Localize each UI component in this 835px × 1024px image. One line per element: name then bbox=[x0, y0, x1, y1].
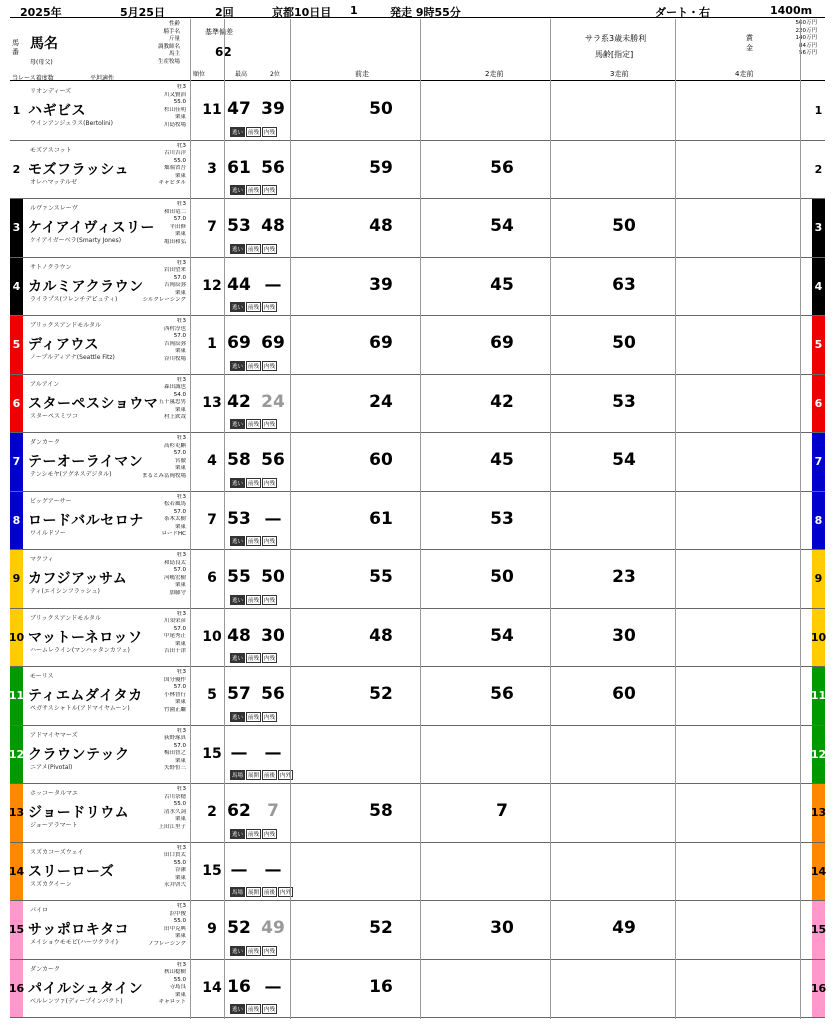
dam: ハームレライン(マンハッタンカフェ) bbox=[30, 646, 130, 654]
second-score: 24 bbox=[261, 391, 285, 412]
horse-info: 牡3 和田竜二 57.0 平田修 栗東 亀田和弘 bbox=[163, 201, 186, 245]
sub-header bbox=[10, 19, 825, 81]
tag: 前残 bbox=[246, 946, 261, 956]
horse-name[interactable]: サッポロキタコ bbox=[28, 922, 130, 938]
last2-score: 69 bbox=[490, 333, 514, 353]
grid-line bbox=[190, 19, 191, 1019]
tag: 逃い bbox=[230, 244, 245, 254]
dam: ジョーアラマート bbox=[30, 822, 78, 829]
dam: ベルレンツァ(ディープインパクト) bbox=[30, 997, 123, 1005]
race-class: サラ系3歳未勝利 bbox=[585, 34, 647, 43]
tag: 前残 bbox=[246, 361, 261, 371]
col-rank: 順位 bbox=[193, 71, 206, 78]
best-score: 48 bbox=[227, 625, 251, 646]
horse-row bbox=[10, 316, 825, 375]
sire: モズアスコット bbox=[30, 146, 72, 154]
tag-group bbox=[230, 770, 293, 780]
grid-line bbox=[800, 19, 801, 1019]
last-score: 48 bbox=[369, 625, 393, 646]
std-value: 62 bbox=[215, 45, 232, 59]
prize-list: 560万円 220万円 140万円 84万円 56万円 bbox=[795, 20, 817, 56]
best-score: 61 bbox=[227, 157, 251, 178]
last3-score: 54 bbox=[612, 450, 636, 470]
race-type: 馬齢[指定] bbox=[595, 50, 634, 59]
race-no: 1 bbox=[350, 4, 358, 17]
tag-group bbox=[230, 595, 277, 605]
sire: ビッグアーサー bbox=[30, 497, 72, 505]
horse-info: 牡3 高杉吏麒 57.0 宮徹 栗東 まるとみ冨岡牧場 bbox=[141, 435, 186, 479]
horse-row bbox=[10, 901, 825, 960]
grid-line bbox=[224, 19, 225, 1019]
dam: ワイルドソー bbox=[30, 529, 66, 537]
last-score: 50 bbox=[369, 99, 393, 119]
tag: 前残 bbox=[246, 127, 261, 137]
tag-group bbox=[230, 478, 277, 488]
gate-number-left: 2 bbox=[10, 141, 23, 199]
best-score: 53 bbox=[227, 216, 251, 236]
horse-info: 牡3 和島良太 57.0 河嶋宏樹 栗東 加藤守 bbox=[163, 552, 186, 596]
second-score: 30 bbox=[261, 625, 285, 646]
best-score: 62 bbox=[227, 801, 251, 821]
sire: アドマイヤマーズ bbox=[30, 731, 78, 739]
tag-group bbox=[230, 712, 277, 722]
best-score: 53 bbox=[227, 508, 251, 529]
horse-info: 牡3 国分優作 57.0 小林智行 栗東 竹園正繼 bbox=[163, 669, 186, 713]
horse-info: 牡3 川須栄彦 57.0 中尾秀正 栗東 吉田千津 bbox=[163, 610, 186, 655]
horse-name[interactable]: マットーネロッソ bbox=[28, 629, 143, 646]
tag: 前残 bbox=[246, 653, 261, 663]
rank: 2 bbox=[207, 804, 217, 820]
tag-group bbox=[230, 829, 277, 839]
horse-row bbox=[10, 258, 825, 317]
horse-name[interactable]: スターペスショウマ bbox=[28, 395, 159, 412]
sire: アルアイン bbox=[30, 380, 60, 388]
tag: 前残 bbox=[246, 536, 261, 546]
horse-row bbox=[10, 82, 825, 141]
tag-group bbox=[230, 1004, 277, 1014]
last2-score: 7 bbox=[496, 801, 508, 821]
tag: 前残 bbox=[246, 1004, 261, 1014]
horse-name[interactable]: ロードバルセロナ bbox=[28, 512, 144, 529]
second-score: 39 bbox=[261, 99, 285, 119]
sire: パイロ bbox=[30, 907, 49, 914]
rank: 15 bbox=[202, 745, 222, 762]
rank: 13 bbox=[202, 394, 222, 411]
rank: 7 bbox=[207, 511, 217, 528]
tag: 内外 bbox=[278, 887, 293, 897]
venue: 京都10日目 bbox=[272, 6, 332, 19]
tag: 内残 bbox=[262, 127, 277, 137]
tag: 内残 bbox=[262, 244, 277, 254]
date: 5月25日 bbox=[120, 6, 165, 19]
name-label: 馬名 bbox=[30, 36, 58, 52]
gate-number-right: 2 bbox=[812, 141, 825, 199]
horse-name[interactable]: スリーローズ bbox=[28, 863, 115, 880]
col-last: 前走 bbox=[355, 70, 369, 78]
horse-info: 牡3 古川奈穂 55.0 清水久詞 栗東 上田江里子 bbox=[158, 786, 186, 830]
second-score: — bbox=[264, 742, 282, 763]
dam: ティ(エイシンフラッシュ) bbox=[30, 588, 100, 595]
second-score: — bbox=[264, 274, 282, 295]
year: 2025年 bbox=[20, 6, 62, 19]
horse-info: 牡3 森田誠也 54.0 五十嵐忠男 栗東 村上欽哉 bbox=[158, 376, 186, 421]
best-score: 58 bbox=[227, 450, 251, 470]
sire: サトノクラウン bbox=[30, 263, 72, 271]
sire: ルヴァンスレーヴ bbox=[30, 205, 78, 212]
tag: 逃い bbox=[230, 712, 245, 722]
best-score: 55 bbox=[227, 567, 251, 587]
horse-name[interactable]: ハギビス bbox=[28, 103, 86, 119]
horse-row bbox=[10, 141, 825, 200]
best-score: 52 bbox=[227, 918, 251, 938]
tag: 内残 bbox=[262, 536, 277, 546]
last2-score: 45 bbox=[490, 450, 514, 470]
horse-row bbox=[10, 375, 825, 434]
dam: スターペスミツコ bbox=[30, 412, 78, 420]
gate-number-right: 8 bbox=[812, 492, 825, 550]
tag: 内残 bbox=[262, 595, 277, 605]
gate-number-right: 5 bbox=[812, 316, 825, 374]
tag: 逃い bbox=[230, 419, 245, 429]
tag-group bbox=[230, 536, 277, 546]
gate-number-right: 16 bbox=[812, 960, 825, 1018]
horse-info: 牡3 田口貫太 55.0 谷潔 栗東 永井啓弍 bbox=[163, 844, 186, 889]
tag: 内残 bbox=[262, 185, 277, 195]
flat-label: 平坦適性 bbox=[90, 75, 115, 82]
horse-name[interactable]: モズフラッシュ bbox=[28, 161, 129, 178]
horse-name[interactable]: ディアウス bbox=[28, 337, 99, 353]
second-score: 56 bbox=[261, 157, 285, 178]
dam: ペガサスシャトル(アドマイヤムーン) bbox=[30, 705, 130, 712]
horse-name[interactable]: カルミアクラウン bbox=[28, 278, 144, 295]
col-second: 2位 bbox=[270, 71, 280, 78]
tag-group bbox=[230, 419, 277, 429]
gate-number-right: 4 bbox=[812, 258, 825, 316]
last-score: 52 bbox=[369, 918, 393, 938]
gate-label: 馬番 bbox=[12, 39, 19, 56]
gate-number-right: 1 bbox=[812, 82, 825, 140]
start-time: 発走 9時55分 bbox=[390, 6, 461, 19]
best-score: 57 bbox=[227, 684, 251, 704]
tag: 逃い bbox=[230, 185, 245, 195]
grid-line bbox=[420, 19, 421, 1019]
tag: 逃い bbox=[230, 361, 245, 371]
last-score: 58 bbox=[369, 801, 393, 821]
gate-number-left: 3 bbox=[10, 199, 23, 257]
horse-info: 牝3 古川吉洋 55.0 畑端省吾 栗東 キャピタル bbox=[158, 142, 186, 187]
gate-number-right: 14 bbox=[812, 843, 825, 901]
tag-group bbox=[230, 887, 293, 897]
tag-group bbox=[230, 244, 277, 254]
col-last4: 4走前 bbox=[735, 70, 754, 78]
last-score: 69 bbox=[369, 333, 393, 353]
rank: 4 bbox=[207, 453, 217, 469]
last-score: 60 bbox=[369, 450, 393, 470]
horse-name[interactable]: テーオーライマン bbox=[28, 454, 144, 470]
gate-number-left: 7 bbox=[10, 433, 23, 491]
distance: 1400m bbox=[770, 4, 813, 17]
horse-row bbox=[10, 960, 825, 1019]
tag: 前残 bbox=[246, 478, 261, 488]
horse-info: 牝3 浜中俊 55.0 田中克典 栗東 ノブレーシング bbox=[148, 903, 186, 947]
gate-number-left: 11 bbox=[10, 667, 23, 725]
horse-row bbox=[10, 784, 825, 843]
kai: 2回 bbox=[215, 6, 234, 19]
last-score: 52 bbox=[369, 684, 393, 704]
last3-score: 60 bbox=[612, 684, 636, 704]
last-score: 16 bbox=[369, 976, 393, 997]
gate-number-left: 8 bbox=[10, 492, 23, 550]
rank: 11 bbox=[202, 102, 222, 118]
last-score: 59 bbox=[369, 157, 393, 178]
tag: 内残 bbox=[262, 946, 277, 956]
best-score: — bbox=[230, 859, 248, 880]
dam: ウインアンジェラス(Bertolini) bbox=[30, 120, 113, 127]
tag: 展開 bbox=[246, 887, 261, 897]
gate-number-right: 12 bbox=[812, 726, 825, 784]
gate-number-right: 9 bbox=[812, 550, 825, 608]
sire: ホッコータルマエ bbox=[30, 790, 79, 797]
second-score: 56 bbox=[261, 684, 285, 704]
tag: 内残 bbox=[262, 829, 277, 839]
dam: テンシモヤ(アグネスデジタル) bbox=[30, 471, 112, 478]
rank: 14 bbox=[202, 979, 222, 996]
rank: 9 bbox=[207, 921, 217, 937]
horse-row bbox=[10, 726, 825, 785]
tag: 内残 bbox=[262, 302, 277, 312]
best-score: 44 bbox=[227, 274, 251, 295]
rank: 15 bbox=[202, 862, 222, 879]
best-score: 42 bbox=[227, 391, 251, 412]
tag: 馬場 bbox=[230, 887, 245, 897]
last2-score: 56 bbox=[490, 157, 514, 178]
count-label: 当レース着度数 bbox=[12, 75, 54, 82]
last-score: 61 bbox=[369, 508, 393, 529]
second-score: — bbox=[264, 508, 282, 529]
tag-group bbox=[230, 185, 277, 195]
gate-number-left: 16 bbox=[10, 960, 23, 1018]
last3-score: 63 bbox=[612, 274, 636, 295]
horse-name[interactable]: ジョードリウム bbox=[28, 805, 130, 821]
best-score: — bbox=[230, 742, 248, 763]
horse-row bbox=[10, 667, 825, 726]
last2-score: 53 bbox=[490, 508, 514, 529]
gate-number-right: 6 bbox=[812, 375, 825, 433]
horse-row bbox=[10, 843, 825, 902]
second-score: — bbox=[264, 859, 282, 880]
tag: 逃い bbox=[230, 653, 245, 663]
tag: 内残 bbox=[262, 419, 277, 429]
last-score: 39 bbox=[369, 274, 393, 295]
tag: 内残 bbox=[262, 478, 277, 488]
gate-number-left: 13 bbox=[10, 784, 23, 842]
dam: ケイアイガーベラ(Smarty Jones) bbox=[30, 237, 122, 244]
rank: 5 bbox=[207, 687, 217, 703]
last2-score: 54 bbox=[490, 216, 514, 236]
horse-name[interactable]: クラウンテック bbox=[28, 746, 130, 763]
dam: ライラプス(フレンチデピュティ) bbox=[30, 295, 118, 303]
col-best: 最高 bbox=[235, 71, 248, 78]
best-score: 47 bbox=[227, 99, 251, 119]
tag: 前後 bbox=[262, 887, 277, 897]
dam-label: 母(母父) bbox=[30, 59, 53, 66]
last3-score: 53 bbox=[612, 391, 636, 412]
dam: スズカクイーン bbox=[30, 880, 72, 888]
tag: 前残 bbox=[246, 244, 261, 254]
horse-info: 牡3 川又賢治 55.0 杉山佳明 栗東 川島牧場 bbox=[163, 84, 186, 128]
tag-group bbox=[230, 361, 277, 371]
last2-score: 54 bbox=[490, 625, 514, 646]
tag-group bbox=[230, 127, 277, 137]
gate-number-left: 10 bbox=[10, 609, 23, 667]
sire: スズカコーズウェイ bbox=[30, 848, 84, 856]
gate-number-left: 1 bbox=[10, 82, 23, 140]
rank: 10 bbox=[202, 628, 222, 645]
last2-score: 30 bbox=[490, 918, 514, 938]
gate-number-right: 10 bbox=[812, 609, 825, 667]
gate-number-right: 15 bbox=[812, 901, 825, 959]
prize-label: 賞金 bbox=[746, 34, 753, 52]
tag-group bbox=[230, 653, 277, 663]
sire: リオンディーズ bbox=[30, 88, 72, 95]
last3-score: 50 bbox=[612, 333, 636, 353]
dam: メイショウモモピ(ハーツクライ) bbox=[30, 939, 118, 946]
gate-number-right: 11 bbox=[812, 667, 825, 725]
tag: 前後 bbox=[262, 770, 277, 780]
grid-line bbox=[550, 19, 551, 1019]
tag: 逃い bbox=[230, 829, 245, 839]
col-last2: 2走前 bbox=[485, 70, 504, 78]
last2-score: 42 bbox=[490, 391, 514, 412]
std-label: 基準偏差 bbox=[205, 28, 233, 36]
dam: ニアメ(Pivotal) bbox=[30, 763, 73, 771]
sire: ブリックスアンドモルタル bbox=[30, 322, 101, 329]
horse-row bbox=[10, 492, 825, 551]
gate-number-left: 12 bbox=[10, 726, 23, 784]
second-score: 7 bbox=[267, 801, 279, 821]
last3-score: 30 bbox=[612, 625, 636, 646]
second-score: 69 bbox=[261, 333, 285, 353]
gate-number-right: 7 bbox=[812, 433, 825, 491]
tag: 前残 bbox=[246, 829, 261, 839]
horse-name[interactable]: パイルシュタイン bbox=[28, 980, 144, 997]
sire: モーリス bbox=[30, 673, 54, 680]
last3-score: 50 bbox=[612, 216, 636, 236]
grid-line bbox=[290, 19, 291, 1019]
last2-score: 56 bbox=[490, 684, 514, 704]
second-score: 56 bbox=[261, 450, 285, 470]
best-score: 69 bbox=[227, 333, 251, 353]
dam: オレハマッテルゼ bbox=[30, 178, 78, 186]
horse-row bbox=[10, 199, 825, 258]
tag: 逃い bbox=[230, 478, 245, 488]
last3-score: 23 bbox=[612, 567, 636, 587]
horse-name[interactable]: ティエムダイタカ bbox=[28, 688, 143, 704]
tag: 前残 bbox=[246, 419, 261, 429]
sire: ダンカーク bbox=[30, 965, 61, 973]
tag: 逃い bbox=[230, 595, 245, 605]
rank: 12 bbox=[202, 277, 222, 294]
best-score: 16 bbox=[227, 976, 251, 997]
tag: 前残 bbox=[246, 185, 261, 195]
horse-info: 牡3 西村淳也 57.0 吉岡辰弥 栗東 谷川牧場 bbox=[163, 318, 186, 362]
horse-row bbox=[10, 609, 825, 668]
tag: 内残 bbox=[262, 1004, 277, 1014]
gate-number-left: 15 bbox=[10, 901, 23, 959]
last-score: 24 bbox=[369, 391, 393, 412]
tag: 内残 bbox=[262, 653, 277, 663]
horse-row bbox=[10, 433, 825, 492]
tag: 前残 bbox=[246, 595, 261, 605]
second-score: — bbox=[264, 976, 282, 997]
sire: ブリックスアンドモルタル bbox=[30, 614, 101, 622]
sire: マクフィ bbox=[30, 556, 54, 563]
tag-group bbox=[230, 946, 277, 956]
gate-number-left: 9 bbox=[10, 550, 23, 608]
gate-number-right: 13 bbox=[812, 784, 825, 842]
last2-score: 50 bbox=[490, 567, 514, 587]
last-score: 48 bbox=[369, 216, 393, 236]
tag: 逃い bbox=[230, 946, 245, 956]
tag: 前残 bbox=[246, 302, 261, 312]
tag: 逃い bbox=[230, 536, 245, 546]
last-score: 55 bbox=[369, 567, 393, 587]
gate-number-left: 14 bbox=[10, 843, 23, 901]
gate-number-left: 4 bbox=[10, 258, 23, 316]
second-score: 49 bbox=[261, 918, 285, 938]
tag: 展開 bbox=[246, 770, 261, 780]
tag: 内残 bbox=[262, 712, 277, 722]
col-last3: 3走前 bbox=[610, 70, 629, 78]
tag: 内外 bbox=[278, 770, 293, 780]
rank: 1 bbox=[207, 336, 217, 352]
tag: 逃い bbox=[230, 302, 245, 312]
rank: 6 bbox=[207, 570, 217, 586]
last3-score: 49 bbox=[612, 918, 636, 938]
tag: 内残 bbox=[262, 361, 277, 371]
grid-line bbox=[675, 19, 676, 1019]
sire: ダンカーク bbox=[30, 439, 61, 446]
tag: 逃い bbox=[230, 127, 245, 137]
owner-labels: 性齢 騎手名 斤量 調教師名 馬主 生産牧場 bbox=[157, 21, 180, 65]
gate-number-right: 3 bbox=[812, 199, 825, 257]
last2-score: 45 bbox=[490, 274, 514, 295]
second-score: 48 bbox=[261, 216, 285, 236]
second-score: 50 bbox=[261, 567, 285, 587]
horse-info: 牡3 岩田望来 57.0 吉岡辰弥 栗東 シルクレーシング bbox=[142, 259, 186, 304]
tag: 馬場 bbox=[230, 770, 245, 780]
gate-number-left: 6 bbox=[10, 375, 23, 433]
rank: 7 bbox=[207, 219, 217, 235]
course: ダート・右 bbox=[655, 6, 710, 19]
tag: 前残 bbox=[246, 712, 261, 722]
horse-row bbox=[10, 550, 825, 609]
race-header bbox=[10, 4, 825, 18]
horse-info: 牡3 松若風馬 57.0 茶木太樹 栗東 ロードHC bbox=[161, 493, 186, 538]
horse-name[interactable]: カフジアッサム bbox=[28, 571, 128, 587]
gate-number-left: 5 bbox=[10, 316, 23, 374]
dam: ノーブルディアナ(Seattle Fitz) bbox=[30, 354, 115, 361]
rank: 3 bbox=[207, 160, 217, 177]
horse-info: 牡3 秋山稔樹 55.0 寺島良 栗東 キャロット bbox=[158, 961, 186, 1006]
tag-group bbox=[230, 302, 277, 312]
tag: 逃い bbox=[230, 1004, 245, 1014]
horse-info: 牡3 荻野琢真 57.0 梅田智之 栗東 矢野恒三 bbox=[163, 727, 186, 772]
horse-name[interactable]: ケイアイヴィスリー bbox=[28, 220, 155, 236]
